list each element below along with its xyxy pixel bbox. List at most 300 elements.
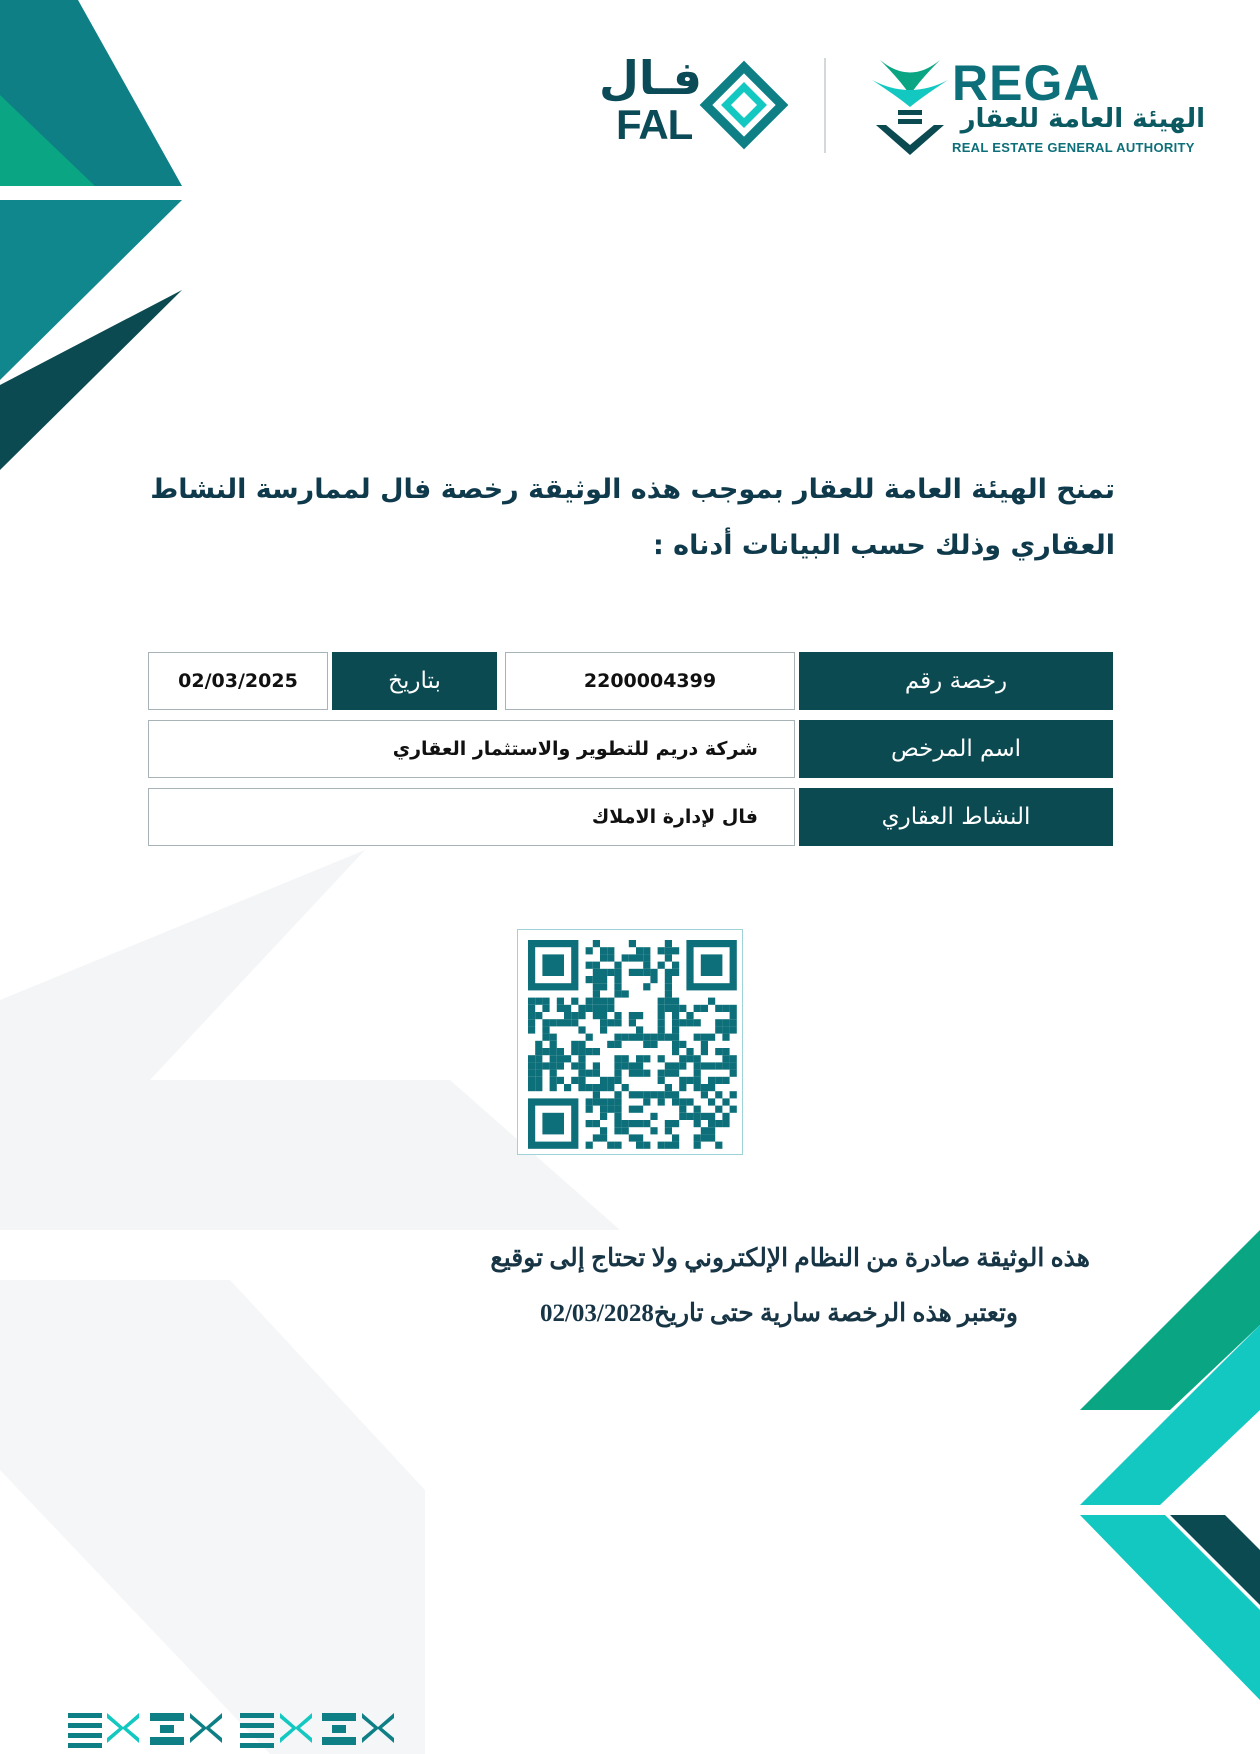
qr-module	[528, 1026, 535, 1033]
qr-module	[636, 947, 643, 954]
qr-module	[564, 1019, 571, 1026]
qr-module	[643, 1034, 650, 1041]
license-number-value: 2200004399	[505, 652, 795, 710]
qr-module	[701, 1041, 708, 1048]
qr-module	[578, 1012, 585, 1019]
qr-module	[614, 1127, 621, 1134]
qr-module	[658, 1055, 665, 1062]
activity-label: النشاط العقاري	[799, 788, 1113, 846]
license-number-label: رخصة رقم	[799, 652, 1113, 710]
qr-module	[665, 954, 672, 961]
qr-module	[672, 1062, 679, 1069]
rega-logo-subtitle: REAL ESTATE GENERAL AUTHORITY	[952, 140, 1195, 155]
qr-module	[557, 1077, 564, 1084]
qr-module	[629, 1062, 636, 1069]
footer-line-2: وتعتبر هذه الرخصة سارية حتى تاريخ02/03/2028	[539, 1300, 1018, 1327]
qr-module	[586, 976, 593, 983]
qr-module	[672, 947, 679, 954]
qr-module	[578, 1084, 585, 1091]
qr-module	[665, 947, 672, 954]
qr-module	[586, 947, 593, 954]
qr-module	[722, 1034, 729, 1041]
qr-module	[535, 1077, 542, 1084]
qr-module	[730, 1106, 737, 1113]
qr-module	[557, 1019, 564, 1026]
qr-module	[607, 947, 614, 954]
qr-module	[665, 1034, 672, 1041]
qr-module	[672, 1026, 679, 1033]
qr-module	[607, 1005, 614, 1012]
qr-module	[593, 983, 600, 990]
qr-module	[694, 1062, 701, 1069]
qr-module	[535, 1062, 542, 1069]
qr-module	[672, 1005, 679, 1012]
qr-module	[593, 1012, 600, 1019]
qr-module	[643, 954, 650, 961]
qr-module	[722, 1120, 729, 1127]
activity-value: فال لإدارة الاملاك	[148, 788, 795, 846]
qr-module	[686, 1113, 693, 1120]
qr-module	[600, 1113, 607, 1120]
qr-module	[672, 969, 679, 976]
qr-module	[715, 1019, 722, 1026]
qr-module	[694, 1084, 701, 1091]
qr-module	[600, 1026, 607, 1033]
qr-module	[571, 1019, 578, 1026]
qr-module	[557, 1055, 564, 1062]
qr-module	[643, 983, 650, 990]
qr-module	[600, 1134, 607, 1141]
qr-module	[715, 1048, 722, 1055]
qr-module	[636, 1142, 643, 1149]
qr-module	[650, 1091, 657, 1098]
qr-module	[708, 998, 715, 1005]
qr-module	[586, 1005, 593, 1012]
qr-module	[542, 1026, 549, 1033]
qr-module	[722, 1098, 729, 1105]
qr-module	[571, 1062, 578, 1069]
qr-module	[593, 998, 600, 1005]
qr-module	[607, 1019, 614, 1026]
qr-module	[722, 1062, 729, 1069]
qr-module	[672, 1041, 679, 1048]
qr-module	[650, 1127, 657, 1134]
qr-module	[650, 1041, 657, 1048]
qr-module	[600, 1005, 607, 1012]
qr-module	[694, 1055, 701, 1062]
qr-module	[535, 1084, 542, 1091]
qr-module	[535, 998, 542, 1005]
qr-module	[586, 1098, 593, 1105]
qr-module	[578, 1048, 585, 1055]
qr-module	[679, 1098, 686, 1105]
qr-module	[679, 1005, 686, 1012]
qr-module	[586, 1084, 593, 1091]
qr-module	[593, 1062, 600, 1069]
qr-module	[658, 1142, 665, 1149]
qr-module	[650, 969, 657, 976]
qr-module	[629, 1019, 636, 1026]
qr-module	[600, 1098, 607, 1105]
qr-module	[643, 947, 650, 954]
qr-module	[607, 998, 614, 1005]
qr-module	[636, 1091, 643, 1098]
qr-module	[730, 1062, 737, 1069]
qr-module	[650, 976, 657, 983]
qr-module	[614, 1034, 621, 1041]
qr-module	[593, 1091, 600, 1098]
qr-module	[629, 1106, 636, 1113]
qr-module	[658, 1091, 665, 1098]
qr-module	[557, 1048, 564, 1055]
qr-module	[694, 1113, 701, 1120]
qr-module	[701, 1113, 708, 1120]
qr-module	[722, 1048, 729, 1055]
qr-module	[708, 1084, 715, 1091]
qr-module	[557, 1062, 564, 1069]
qr-module	[658, 1019, 665, 1026]
logo-divider	[824, 58, 826, 153]
qr-module	[586, 1070, 593, 1077]
qr-module	[600, 1012, 607, 1019]
qr-module	[643, 969, 650, 976]
qr-module	[593, 1120, 600, 1127]
qr-module	[564, 1084, 571, 1091]
qr-module	[679, 1041, 686, 1048]
qr-module	[578, 1005, 585, 1012]
qr-module	[643, 1142, 650, 1149]
qr-module	[665, 1062, 672, 1069]
qr-module	[614, 1098, 621, 1105]
qr-module	[629, 1091, 636, 1098]
qr-module	[600, 947, 607, 954]
qr-module	[607, 1098, 614, 1105]
qr-module	[658, 1005, 665, 1012]
qr-module	[571, 1012, 578, 1019]
qr-module	[658, 962, 665, 969]
qr-module	[535, 1012, 542, 1019]
qr-module	[672, 1012, 679, 1019]
qr-module	[672, 1142, 679, 1149]
qr-module	[665, 990, 672, 997]
rega-logo-text-ar: الهيئة العامة للعقار	[960, 104, 1205, 134]
qr-module	[629, 1012, 636, 1019]
qr-module	[542, 1062, 549, 1069]
qr-module	[679, 1077, 686, 1084]
qr-module	[542, 1019, 549, 1026]
qr-module	[686, 1077, 693, 1084]
qr-module	[528, 1070, 535, 1077]
qr-module	[586, 962, 593, 969]
qr-module	[622, 990, 629, 997]
qr-module	[571, 998, 578, 1005]
qr-module	[622, 1127, 629, 1134]
qr-module	[629, 1120, 636, 1127]
qr-module	[643, 1091, 650, 1098]
qr-module	[593, 1098, 600, 1105]
qr-module	[672, 1098, 679, 1105]
qr-module	[528, 998, 535, 1005]
qr-module	[550, 1070, 557, 1077]
qr-module	[715, 1120, 722, 1127]
qr-module	[694, 1134, 701, 1141]
qr-module	[586, 998, 593, 1005]
qr-module	[593, 1005, 600, 1012]
qr-module	[708, 1077, 715, 1084]
qr-module	[593, 1084, 600, 1091]
rega-logo-text-en: REGA	[952, 55, 1101, 111]
qr-module	[607, 1041, 614, 1048]
qr-module	[614, 1142, 621, 1149]
qr-module	[636, 969, 643, 976]
qr-module	[614, 969, 621, 976]
qr-module	[730, 1070, 737, 1077]
qr-module	[708, 1062, 715, 1069]
qr-module	[614, 990, 621, 997]
qr-module	[614, 1120, 621, 1127]
qr-module	[708, 1127, 715, 1134]
qr-module	[672, 1120, 679, 1127]
qr-module	[629, 1034, 636, 1041]
qr-module	[722, 1026, 729, 1033]
qr-module	[658, 1026, 665, 1033]
qr-module	[578, 1026, 585, 1033]
qr-module	[600, 998, 607, 1005]
qr-module	[542, 1048, 549, 1055]
qr-module	[686, 1055, 693, 1062]
date-label: بتاريخ	[332, 652, 497, 710]
qr-module	[665, 1127, 672, 1134]
qr-module	[701, 1005, 708, 1012]
qr-module	[643, 1120, 650, 1127]
qr-module	[708, 1134, 715, 1141]
qr-module	[665, 1142, 672, 1149]
qr-module	[643, 962, 650, 969]
qr-module	[672, 962, 679, 969]
qr-module	[679, 1019, 686, 1026]
qr-module	[550, 1041, 557, 1048]
qr-module	[528, 1012, 535, 1019]
qr-module	[658, 1077, 665, 1084]
qr-module	[665, 976, 672, 983]
qr-module	[665, 983, 672, 990]
qr-module	[665, 1070, 672, 1077]
qr-module	[629, 1070, 636, 1077]
qr-module	[643, 1070, 650, 1077]
qr-module	[715, 1077, 722, 1084]
qr-module	[708, 1120, 715, 1127]
qr-module	[686, 1019, 693, 1026]
qr-module	[701, 1048, 708, 1055]
qr-module	[722, 1019, 729, 1026]
qr-module	[643, 1041, 650, 1048]
qr-code	[517, 929, 743, 1155]
qr-module	[636, 1070, 643, 1077]
footer-line-1: هذه الوثيقة صادرة من النظام الإلكتروني ولا تحتاج إلى توقيع	[490, 1245, 1090, 1272]
qr-module	[528, 1055, 535, 1062]
qr-module	[701, 1062, 708, 1069]
qr-module	[542, 1034, 549, 1041]
qr-module	[650, 1113, 657, 1120]
qr-module	[586, 1048, 593, 1055]
qr-module	[600, 1077, 607, 1084]
qr-module	[578, 1062, 585, 1069]
qr-module	[658, 1034, 665, 1041]
date-value: 02/03/2025	[148, 652, 328, 710]
qr-module	[672, 1070, 679, 1077]
qr-module	[557, 1005, 564, 1012]
qr-module	[658, 998, 665, 1005]
qr-module	[679, 1084, 686, 1091]
qr-module	[636, 1055, 643, 1062]
qr-module	[607, 969, 614, 976]
qr-module	[665, 1091, 672, 1098]
qr-module	[672, 1134, 679, 1141]
qr-module	[550, 1034, 557, 1041]
qr-module	[658, 1098, 665, 1105]
qr-module	[679, 1062, 686, 1069]
qr-module	[665, 1120, 672, 1127]
qr-module	[629, 969, 636, 976]
qr-module	[586, 1034, 593, 1041]
qr-module	[607, 954, 614, 961]
qr-module	[542, 1113, 564, 1135]
qr-module	[715, 1026, 722, 1033]
fal-logo-text-en: FAL	[616, 101, 693, 148]
qr-module	[550, 1048, 557, 1055]
qr-module	[722, 1055, 729, 1062]
qr-module	[665, 940, 672, 947]
qr-module	[636, 1134, 643, 1141]
qr-module	[672, 1034, 679, 1041]
qr-module	[607, 1106, 614, 1113]
qr-module	[694, 1034, 701, 1041]
qr-module	[694, 1120, 701, 1127]
qr-module	[564, 1055, 571, 1062]
qr-module	[571, 1077, 578, 1084]
qr-module	[528, 1077, 535, 1084]
qr-module	[586, 1120, 593, 1127]
qr-module	[593, 976, 600, 983]
qr-module	[694, 1070, 701, 1077]
qr-module	[542, 954, 564, 976]
qr-module	[535, 1070, 542, 1077]
qr-module	[658, 1012, 665, 1019]
qr-module	[730, 1019, 737, 1026]
qr-module	[686, 1098, 693, 1105]
qr-module	[665, 969, 672, 976]
qr-module	[614, 1077, 621, 1084]
qr-module	[708, 1113, 715, 1120]
bg-light-chevron-lower	[0, 1280, 425, 1754]
qr-module	[701, 1084, 708, 1091]
qr-module	[614, 983, 621, 990]
qr-module	[593, 1070, 600, 1077]
qr-module	[535, 1055, 542, 1062]
qr-module	[686, 1012, 693, 1019]
qr-module	[694, 1077, 701, 1084]
qr-module	[578, 1070, 585, 1077]
qr-module	[629, 954, 636, 961]
qr-module	[679, 1055, 686, 1062]
qr-module	[614, 1070, 621, 1077]
bottom-pattern-icons	[68, 1713, 394, 1748]
licensee-name-value: شركة دريم للتطوير والاستثمار العقاري	[148, 720, 795, 778]
qr-module	[636, 1012, 643, 1019]
intro-paragraph: تمنح الهيئة العامة للعقار بموجب هذه الوثيقة رخصة فال لممارسة النشاط العقاري وذلك حسب البيانات أدناه :	[150, 474, 1115, 561]
qr-module	[593, 962, 600, 969]
qr-module	[614, 976, 621, 983]
qr-module	[672, 1019, 679, 1026]
qr-module	[708, 1098, 715, 1105]
qr-module	[578, 1055, 585, 1062]
qr-module	[629, 1134, 636, 1141]
qr-module	[701, 954, 723, 976]
qr-module	[730, 1091, 737, 1098]
qr-module	[643, 1098, 650, 1105]
qr-module	[672, 1048, 679, 1055]
qr-module	[636, 1034, 643, 1041]
qr-module	[586, 1142, 593, 1149]
qr-module	[550, 1084, 557, 1091]
qr-module	[636, 1062, 643, 1069]
qr-module	[535, 1041, 542, 1048]
qr-module	[708, 1034, 715, 1041]
qr-module	[614, 1091, 621, 1098]
qr-module	[694, 1142, 701, 1149]
qr-module	[665, 1005, 672, 1012]
qr-module	[593, 969, 600, 976]
qr-module	[535, 1048, 542, 1055]
qr-code-pattern	[518, 930, 741, 1153]
qr-module	[622, 1062, 629, 1069]
qr-module	[600, 1019, 607, 1026]
qr-module	[694, 1005, 701, 1012]
qr-module	[694, 1019, 701, 1026]
fal-logo-mark	[706, 67, 782, 143]
qr-module	[722, 1005, 729, 1012]
qr-module	[730, 1012, 737, 1019]
qr-module	[665, 998, 672, 1005]
qr-module	[694, 1106, 701, 1113]
qr-module	[586, 1106, 593, 1113]
qr-module	[600, 976, 607, 983]
qr-module	[679, 1113, 686, 1120]
qr-module	[564, 1012, 571, 1019]
qr-module	[701, 1134, 708, 1141]
qr-module	[542, 998, 549, 1005]
qr-module	[672, 1091, 679, 1098]
qr-module	[528, 1062, 535, 1069]
qr-module	[600, 983, 607, 990]
qr-module	[622, 954, 629, 961]
qr-module	[715, 1091, 722, 1098]
qr-module	[636, 954, 643, 961]
qr-module	[528, 1005, 535, 1012]
qr-module	[593, 940, 600, 947]
qr-module	[622, 1034, 629, 1041]
qr-module	[614, 962, 621, 969]
qr-module	[665, 1084, 672, 1091]
qr-module	[593, 990, 600, 997]
qr-module	[607, 1142, 614, 1149]
qr-module	[614, 1106, 621, 1113]
qr-module	[701, 1091, 708, 1098]
qr-module	[622, 1084, 629, 1091]
qr-module	[571, 1048, 578, 1055]
rega-palm-logo-mark	[872, 60, 948, 155]
qr-module	[715, 1142, 722, 1149]
